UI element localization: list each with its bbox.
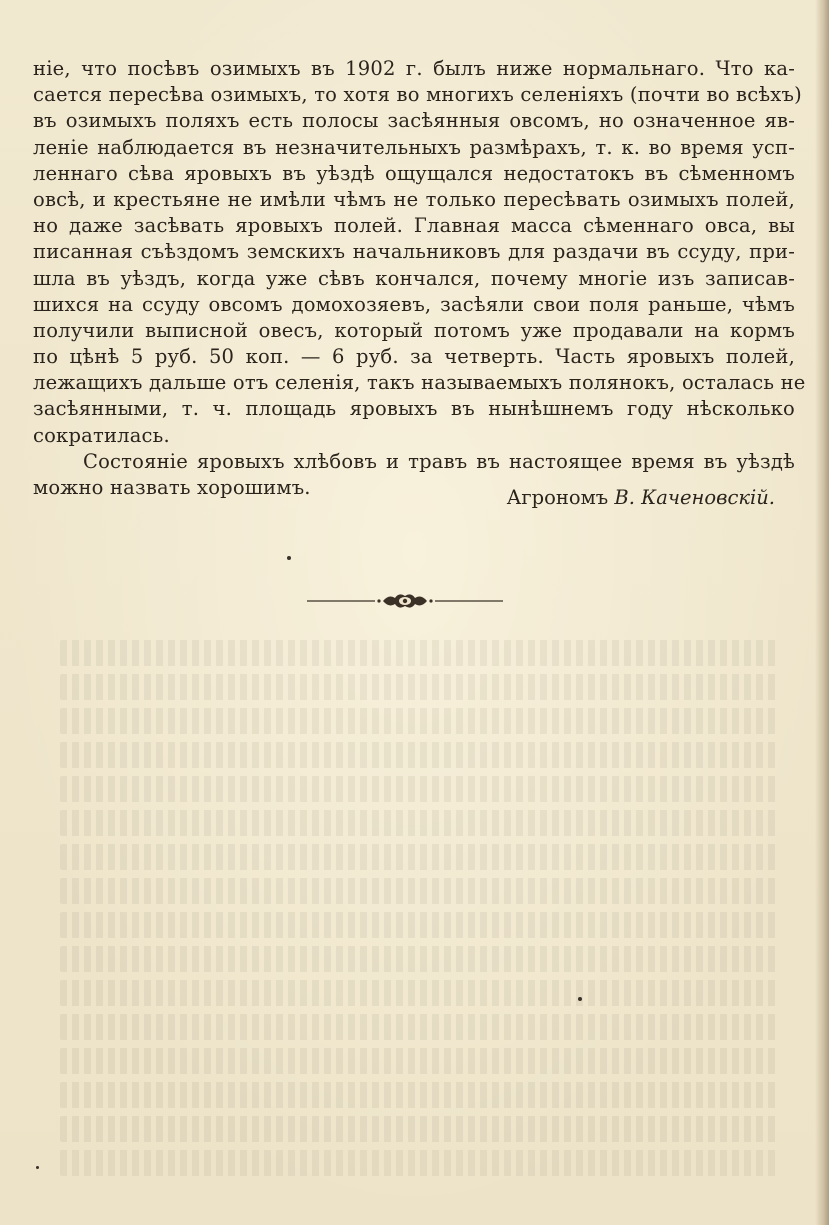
ink-speck: [287, 556, 291, 560]
text-line: въ озимыхъ поляхъ есть полосы засѣянныя овсомъ, но означенное яв-: [33, 109, 795, 133]
text-line: сократилась.: [33, 423, 170, 447]
text-line: сается пересѣва озимыхъ, то хотя во многихъ селеніяхъ (почти во всѣхъ): [33, 83, 802, 107]
signature-title: Агрономъ: [506, 486, 609, 509]
ink-speck: [36, 1166, 39, 1169]
text-line: лежащихъ дальше отъ селенія, такъ называемыхъ полянокъ, осталась не: [33, 371, 806, 395]
body-text: [33, 56, 806, 501]
text-line: получили выписной овесъ, который потомъ уже продавали на кормъ: [33, 318, 795, 342]
text-line: ніе, что посѣвъ озимыхъ въ 1902 г. былъ ниже нормальнаго. Что ка-: [33, 57, 795, 80]
page-edge-shadow: [815, 0, 829, 1225]
signature-name: В. Каченовскій.: [614, 486, 775, 509]
text-line: Состояніе яровыхъ хлѣбовъ и травъ въ настоящее время въ уѣздѣ: [83, 449, 795, 473]
text-line: засѣянными, т. ч. площадь яровыхъ въ нынѣшнемъ году нѣсколько: [33, 397, 795, 421]
text-line: по цѣнѣ 5 руб. 50 коп. — 6 руб. за четверть. Часть яровыхъ полей,: [33, 345, 795, 369]
ink-speck: [578, 997, 582, 1001]
text-line: но даже засѣвать яровыхъ полей. Главная масса сѣменнаго овса, вы: [33, 214, 795, 238]
text-line: писанная съѣздомъ земскихъ начальниковъ для раздачи въ ссуду, при-: [33, 240, 795, 264]
bleed-through-text: [60, 640, 780, 1200]
paragraph-1: [33, 56, 806, 449]
text-line: овсѣ, и крестьяне не имѣли чѣмъ не только пересѣвать озимыхъ полей,: [33, 187, 795, 211]
text-line: леніе наблюдается въ незначительныхъ размѣрахъ, т. к. во время усп-: [33, 135, 795, 159]
signature: [420, 486, 775, 509]
text-line: леннаго сѣва яровыхъ въ уѣздѣ ощущался недостатокъ въ сѣменномъ: [33, 161, 795, 185]
text-line: шла въ уѣздъ, когда уже сѣвъ кончался, почему многіе изъ записав-: [33, 266, 795, 290]
text-line: можно назвать хорошимъ.: [33, 476, 311, 499]
text-line: шихся на ссуду овсомъ домохозяевъ, засѣяли свои поля раньше, чѣмъ: [33, 292, 795, 316]
ornament-divider: [305, 586, 505, 616]
